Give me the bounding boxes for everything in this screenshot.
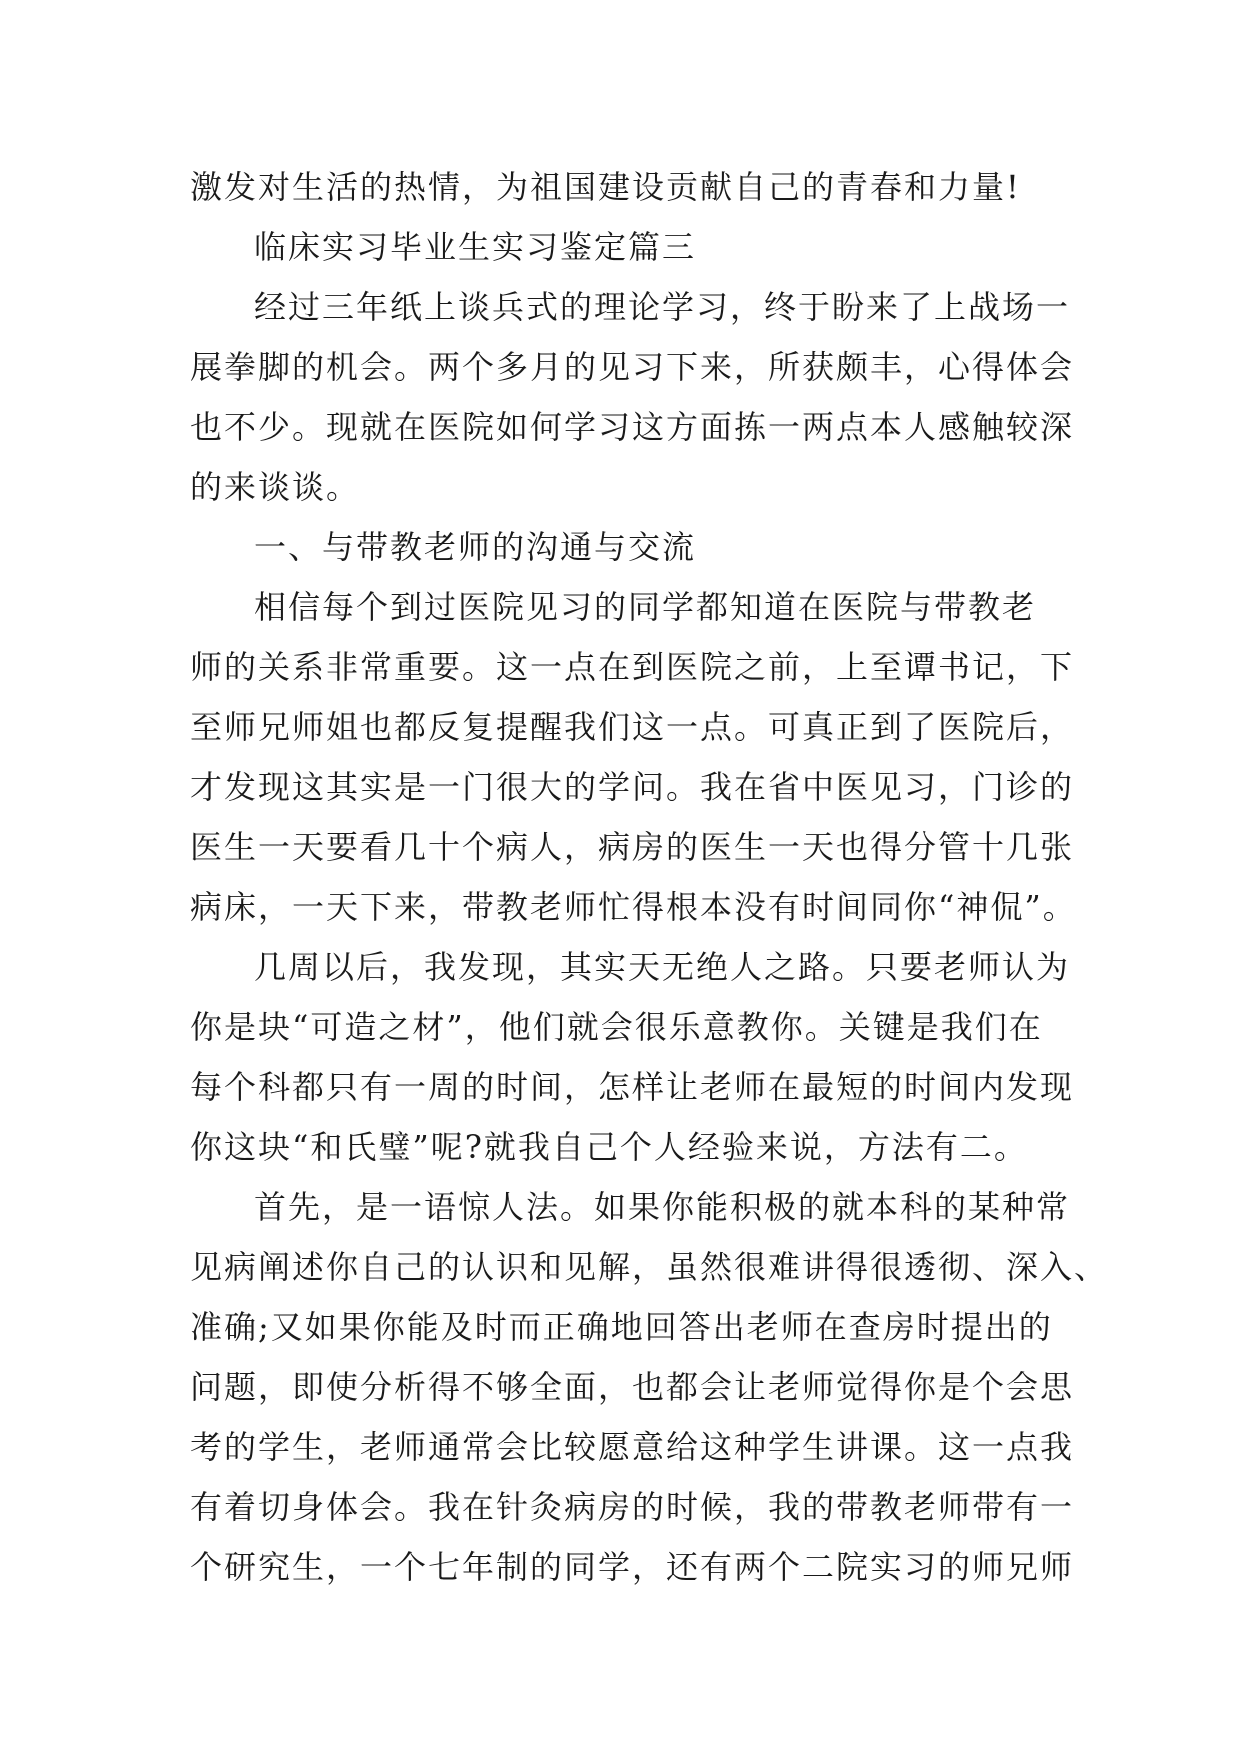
text-line: 至师兄师姐也都反复提醒我们这一点。可真正到了医院后， [190,708,1075,746]
text-line: 每个科都只有一周的时间，怎样让老师在最短的时间内发现 [190,1068,1075,1106]
text-line: 展拳脚的机会。两个多月的见习下来，所获颇丰，心得体会 [190,348,1075,386]
text-line: 几周以后，我发现，其实天无绝人之路。只要老师认为 [254,948,1071,986]
subsection-heading: 一、与带教老师的沟通与交流 [254,528,697,566]
text-line: 考的学生，老师通常会比较愿意给这种学生讲课。这一点我 [190,1428,1075,1466]
text-line: 师的关系非常重要。这一点在到医院之前，上至谭书记，下 [190,648,1075,686]
text-line: 准确;又如果你能及时而正确地回答出老师在查房时提出的 [190,1308,1053,1346]
text-line: 你是块“可造之材”，他们就会很乐意教你。关键是我们在 [190,1008,1043,1046]
text-line: 见病阐述你自己的认识和见解，虽然很难讲得很透彻、深入、 [190,1248,1109,1286]
text-line: 也不少。现就在医院如何学习这方面拣一两点本人感触较深 [190,408,1075,446]
section-heading: 临床实习毕业生实习鉴定篇三 [254,228,697,266]
text-line: 相信每个到过医院见习的同学都知道在医院与带教老 [254,588,1037,626]
text-line: 经过三年纸上谈兵式的理论学习，终于盼来了上战场一 [254,288,1071,326]
text-line: 个研究生，一个七年制的同学，还有两个二院实习的师兄师 [190,1548,1075,1586]
text-line: 才发现这其实是一门很大的学问。我在省中医见习，门诊的 [190,768,1075,806]
text-line: 有着切身体会。我在针灸病房的时候，我的带教老师带有一 [190,1488,1075,1526]
text-line: 的来谈谈。 [190,468,361,506]
text-line: 医生一天要看几十个病人，病房的医生一天也得分管十几张 [190,828,1075,866]
text-line: 你这块“和氏璧”呢?就我自己个人经验来说，方法有二。 [190,1128,1028,1166]
text-line: 激发对生活的热情，为祖国建设贡献自己的青春和力量! [190,168,1021,206]
text-line: 首先，是一语惊人法。如果你能积极的就本科的某种常 [254,1188,1071,1226]
document-body [190,157,1109,1597]
text-line: 问题，即使分析得不够全面，也都会让老师觉得你是个会思 [190,1368,1075,1406]
text-line: 病床，一天下来，带教老师忙得根本没有时间同你“神侃”。 [190,888,1077,926]
